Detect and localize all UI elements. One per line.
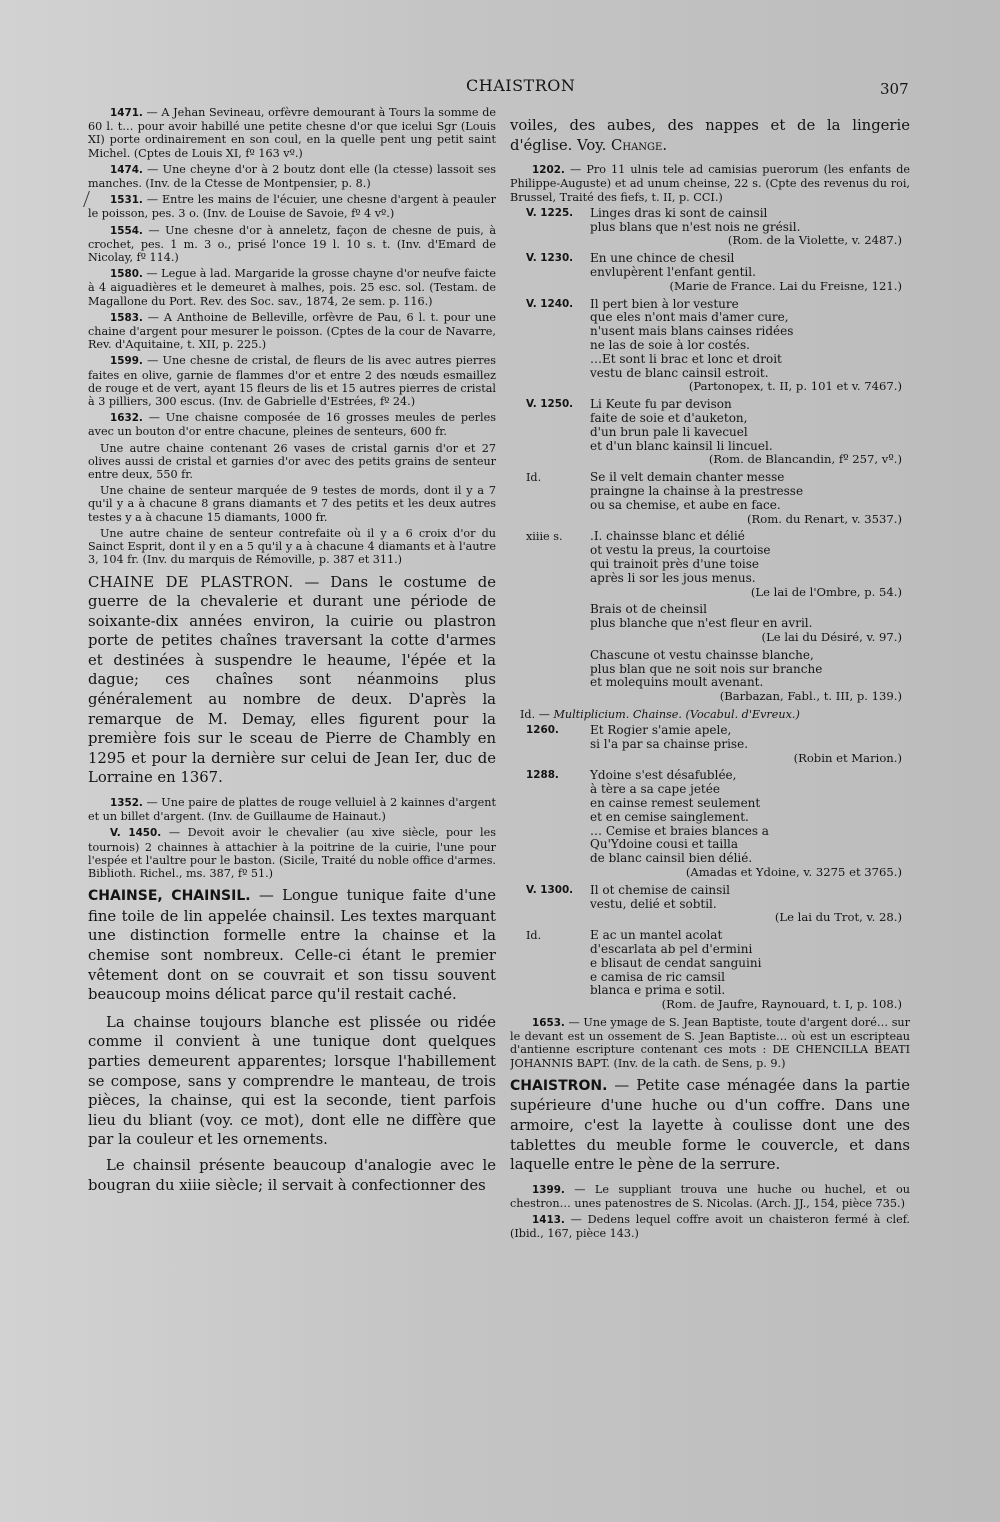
- entry: [88, 311, 496, 352]
- verse-line: Brais ot de cheinsil: [590, 602, 707, 617]
- entry: [88, 106, 496, 160]
- entry-text: — Devoit avoir le chevalier (au xive siècle, pour les tournois) 2 chainnes à attachier à la poitrine de la cuirie, l'une pour l'espée et l'aultre pour le baston. (Sicile, Traité du noble office d'armes. Biblioth. Richel., ms. 387, fº 51.): [88, 826, 496, 881]
- entry-text: — Multiplicium. Chainse. (Vocabul. d'Evreux.): [535, 707, 800, 721]
- article-chaine-de-plastron: [88, 573, 496, 789]
- verse-line: vestu, delié et sobtil.: [590, 896, 717, 911]
- article-paragraph: La chainse toujours blanche est plissée ou ridée comme il convient à une tunique dont quelques parties demeurent apparentes; lorsque l'habillement se compose, sans y comprendre le manteau, de trois pièces, la chainse, qui est la seconde, tient parfois lieu du bliant (voy. ce mot), dont elle ne diffère que par la couleur et les ornements.: [88, 1013, 496, 1149]
- verse-line: En une chince de chesil: [590, 251, 735, 266]
- entry-text: — Une paire de plattes de rouge velluiel à 2 kainnes d'argent et un billet d'argent. (Inv. de Guillaume de Hainaut.): [88, 796, 496, 824]
- page-number: 307: [880, 80, 909, 98]
- quotation-date: V. 1300.: [526, 883, 574, 896]
- headword: CHAISTRON.: [510, 1077, 608, 1094]
- quotation: [510, 298, 910, 395]
- quotation-source: (Rom. de la Violette, v. 2487.): [727, 233, 902, 248]
- entry: [510, 1016, 910, 1070]
- quotation-verses: [590, 769, 910, 879]
- quotation: [510, 929, 910, 1012]
- verse-line: … Cemise et braies blances a: [590, 823, 769, 838]
- quotation: [510, 530, 910, 599]
- entry-text: — A Jehan Sevineau, orfèvre demourant à Tours la somme de 60 l. t… pour avoir habillé une petite chesne d'or que icelui Sgr (Louis XI) porte ordinairement en son coul, en la quelle pent ung petit saint Michel. (Cptes de Louis XI, fº 163 vº.): [88, 106, 496, 160]
- verse-line: ne las de soie à lor costés.: [590, 337, 750, 352]
- quotation: [510, 724, 910, 765]
- verse-line: et d'un blanc kainsil li lincuel.: [590, 438, 773, 453]
- verse-line: et en cemise sainglement.: [590, 809, 749, 824]
- quotations-list-a: [510, 207, 910, 704]
- entry-date: Id.: [520, 707, 536, 721]
- verse-line: plus blan que ne soit nois sur branche: [590, 661, 823, 676]
- left-column: [88, 106, 496, 1512]
- quotation-date: 1288.: [526, 769, 559, 782]
- entry-text: — Dedens lequel coffre avoit un chaisteron fermé à clef. (Ibid., 167, pièce 143.): [510, 1213, 910, 1241]
- verse-line: praingne la chainse à la prestresse: [590, 483, 804, 498]
- quotation-source: (Le lai du Trot, v. 28.): [774, 910, 902, 925]
- entry-date: 1580.: [110, 268, 143, 281]
- article-text: — Longue tunique faite d'une fine toile de lin appelée chainsil. Les textes marquant une distinction formelle entre la chainse et la chemise sont nombreux. Celle-ci étant le premier vêtement dont on se couvrait et son tissu souvent beaucoup moins délicat parce qu'il restait caché.: [88, 887, 496, 1004]
- entry-date: 1352.: [110, 797, 143, 810]
- verse-line: e blisaut de cendat sanguini: [590, 955, 762, 970]
- verse-line: vestu de blanc cainsil estroit.: [590, 365, 769, 380]
- entry-date: V. 1450.: [110, 827, 162, 840]
- verse-line: E ac un mantel acolat: [590, 928, 723, 943]
- entry-date: 1531.: [110, 194, 143, 207]
- entry: [88, 411, 496, 438]
- verse-line: en cainse remest seulement: [590, 796, 761, 811]
- quotation-source: (Rom. de Jaufre, Raynouard, t. I, p. 108.): [661, 997, 902, 1012]
- article-text: — Dans le costume de guerre de la chevalerie et durant une période de soixante-dix années environ, la cuirie ou plastron porte de petites chaînes traversant la cotte d'armes et destinées à suspendre le heaume, l'épée et la dague; ces chaînes sont néanmoins plus généralement au nombre de deux. D'après la remarque de M. Demay, elles figurent pour la première fois sur le sceau de Pierre de Chambly en 1295 et pour la dernière sur celui de Jean Ier, duc de Lorraine en 1367.: [88, 573, 496, 787]
- entry: [88, 796, 496, 823]
- entry-date: 1583.: [110, 311, 143, 324]
- continuation: voiles, des aubes, des nappes et de la lingerie d'église. Voy.: [510, 117, 910, 154]
- entry: [510, 708, 910, 721]
- quotation-verses: [590, 207, 910, 248]
- entry-text: — Une chesne de cristal, de fleurs de lis avec autres pierres faites en olive, garnie de flammes d'or et entre 2 des nœuds esmaillez de rouge et de vert, ayant 15 fleurs de lis et 15 autres pierres de cristal à 3 pilliers, 300 escus. (Inv. de Gabrielle d'Estrées, fº 24.): [88, 354, 496, 409]
- sub-paragraphs: [88, 442, 496, 567]
- entry: [510, 1213, 910, 1240]
- verse-line: d'un brun pale li kavecuel: [590, 424, 748, 439]
- quotation-date: V. 1225.: [526, 206, 574, 219]
- entry-text: — Une chesne d'or à anneletz, façon de chesne de puis, à crochet, pes. 1 m. 3 o., prisé l'once 19 l. 10 s. t. (Inv. d'Emard de Nicolay, fº 114.): [88, 223, 496, 265]
- headword: CHAINE DE PLASTRON.: [88, 573, 294, 591]
- quotation-source: (Robin et Marion.): [793, 750, 902, 765]
- verse-line: Linges dras ki sont de cainsil: [590, 205, 768, 220]
- verse-line: envlupèrent l'enfant gentil.: [590, 264, 756, 279]
- verse-line: Chascune ot vestu chainsse blanche,: [590, 647, 814, 662]
- entry-text: — Entre les mains de l'écuier, une chesne d'argent à peauler le poisson, pes. 3 o. (Inv. de Louise de Savoie, fº 4 vº.): [88, 193, 496, 221]
- quotation-verses: [590, 471, 910, 526]
- quotation-verses: [590, 724, 910, 765]
- quotation-verses: [590, 884, 910, 925]
- right-column: [510, 116, 910, 1512]
- entry-date: 1399.: [532, 1183, 565, 1196]
- quotation-source: (Partonopex, t. II, p. 101 et v. 7467.): [688, 379, 902, 394]
- entry-text: — Pro 11 ulnis tele ad camisias puerorum (les enfants de Philippe-Auguste) et ad unum cheinse, 22 s. (Cpte des revenus du roi, Brussel, Traité des fiefs, t. II, p. CCI.): [510, 163, 910, 204]
- verse-line: Il ot chemise de cainsil: [590, 882, 730, 897]
- entry-date: 1599.: [110, 355, 143, 368]
- verse-line: qui trainoit près d'une toise: [590, 556, 760, 571]
- quotation: [510, 884, 910, 925]
- cross-reference: Change.: [611, 136, 668, 154]
- entry: [510, 163, 910, 204]
- headword: CHAINSE, CHAINSIL.: [88, 888, 251, 905]
- entries-list-c: [510, 1183, 910, 1241]
- page-title: CHAISTRON: [466, 76, 576, 95]
- quotation-verses: [590, 929, 910, 1012]
- quotation: [510, 471, 910, 526]
- verse-line: plus blans que n'est nois ne grésil.: [590, 219, 801, 234]
- quotation-source: (Rom. du Renart, v. 3537.): [747, 511, 902, 526]
- verse-line: .I. chainsse blanc et délié: [590, 529, 745, 544]
- quotation-verses: [590, 252, 910, 293]
- sub-paragraph: Une autre chaine contenant 26 vases de cristal garnis d'or et 27 olives aussi de cristal et garnies d'or avec des petits grains de senteur entre deux, 550 fr.: [88, 441, 496, 482]
- verse-line: après li sor les jous menus.: [590, 570, 756, 585]
- article-chainse: [88, 886, 496, 1005]
- quotation: [510, 207, 910, 248]
- verse-line: Et Rogier s'amie apele,: [590, 723, 732, 738]
- entry-date: 1413.: [532, 1214, 565, 1227]
- verse-line: ou sa chemise, et aube en face.: [590, 497, 781, 512]
- quotation-date: Id.: [526, 929, 542, 943]
- verse-line: Qu'Ydoine cousi et tailla: [590, 837, 739, 852]
- quotation-date: V. 1250.: [526, 398, 574, 411]
- article-paragraph: Le chainsil présente beaucoup d'analogie avec le bougran du xiiie siècle; il servait à confectionner des: [88, 1156, 496, 1194]
- verse-line: faite de soie et d'auketon,: [590, 410, 748, 425]
- verse-line: si l'a par sa chainse prise.: [590, 736, 749, 751]
- quotation-source: (Barbazan, Fabl., t. III, p. 139.): [719, 689, 902, 704]
- entry: [88, 224, 496, 265]
- entry-text: — Une cheyne d'or à 2 boutz dont elle (la ctesse) lassoit ses manches. (Inv. de la Ctesse de Montpensier, p. 8.): [88, 162, 496, 191]
- entry-date: 1632.: [110, 412, 143, 425]
- quotation-date: V. 1230.: [526, 252, 574, 265]
- running-head: [0, 76, 1000, 98]
- entry: [88, 826, 496, 880]
- entry: [88, 163, 496, 190]
- verse-line: e camisa de ric camsil: [590, 969, 725, 984]
- verse-line: Ydoine s'est désafublée,: [590, 768, 737, 783]
- verse-line: que eles n'ont mais d'amer cure,: [590, 310, 789, 325]
- quotation-verses: [590, 530, 910, 599]
- article-text: — Petite case ménagée dans la partie supérieure d'une huche ou d'un coffre. Dans une armoire, c'est la layette à coulisse dont une des tablettes du meuble forme le couvercle, et dans laquelle entre le pène de la serrure.: [510, 1076, 910, 1174]
- quotation: [510, 398, 910, 467]
- quotation-date: [510, 603, 590, 644]
- quotation-source: (Amadas et Ydoine, v. 3275 et 3765.): [685, 865, 902, 880]
- entry-date: 1474.: [110, 163, 143, 176]
- entries-list-a: [88, 106, 496, 439]
- quotation: [510, 649, 910, 704]
- quotation-source: (Marie de France. Lai du Freisne, 121.): [669, 278, 902, 293]
- verse-line: d'escarlata ab pel d'ermini: [590, 942, 753, 957]
- entry: [510, 1183, 910, 1210]
- verse-line: à tère a sa cape jetée: [590, 782, 720, 797]
- entry-text: — A Anthoine de Belleville, orfèvre de Pau, 6 l. t. pour une chaine d'argent pour mesurer le poisson. (Cptes de la cour de Navarre, Rev. d'Aquitaine, t. XII, p. 225.): [88, 310, 496, 352]
- continuation-text: [510, 116, 910, 155]
- quotation-date: 1260.: [526, 724, 559, 737]
- entry-date: 1202.: [532, 164, 565, 177]
- quotation-verses: [590, 603, 910, 644]
- verse-line: Se il velt demain chanter messe: [590, 470, 785, 485]
- quotation: [510, 252, 910, 293]
- entry-text: — Une chaisne composée de 16 grosses meules de perles avec un bouton d'or entre chacune, pleines de senteurs, 600 fr.: [88, 411, 496, 439]
- entries-list-b: [88, 796, 496, 880]
- verse-line: de blanc cainsil bien délié.: [590, 851, 753, 866]
- verse-line: ot vestu la preus, la courtoise: [590, 543, 771, 558]
- quotation-date: xiiie s.: [526, 530, 563, 544]
- quotation: [510, 769, 910, 879]
- entry-text: — Une ymage de S. Jean Baptiste, toute d'argent doré… sur le devant est un ossement de S. Jean Baptiste… où est un escripteau d'antienne escripture contenant ces mots : DE CHENCILLA BEATI JOHANNIS BAPT. (Inv. de la cath. de Sens, p. 9.): [510, 1016, 910, 1070]
- verse-line: Il pert bien à lor vesture: [590, 296, 739, 311]
- entry: [88, 354, 496, 408]
- entry-text: — Legue à lad. Margaride la grosse chayne d'or neufve faicte à 4 aiguadières et le demeuret à malhes, pois. 25 esc. sol. (Testam. de Magallone du Port. Rev. des Soc. sav., 1874, 2e sem. p. 116.): [88, 267, 496, 308]
- quotation-date: Id.: [526, 471, 542, 485]
- entry-date: 1471.: [110, 107, 143, 119]
- verse-line: n'usent mais blans cainses ridées: [590, 324, 794, 339]
- quotation-source: (Rom. de Blancandin, fº 257, vº.): [708, 452, 902, 467]
- entry-date: 1554.: [110, 224, 143, 237]
- entry-date: 1653.: [532, 1017, 565, 1030]
- article-chaistron: [510, 1076, 910, 1175]
- entry: [88, 267, 496, 308]
- quotation-date: [510, 649, 590, 704]
- quotation-source: (Le lai du Désiré, v. 97.): [761, 629, 902, 644]
- quotation-verses: [590, 298, 910, 395]
- entry: [88, 193, 496, 220]
- quotations-list-b: [510, 724, 910, 1012]
- sub-paragraph: Une autre chaine de senteur contrefaite où il y a 6 croix d'or du Sainct Esprit, dont il y en a 5 qu'il y a à chacune 4 diamants et à l'autre 3, 104 fr. (Inv. du marquis de Rémoville, p. 387 et 311.): [88, 526, 496, 567]
- quotation-verses: [590, 649, 910, 704]
- verse-line: et molequins moult avenant.: [590, 675, 764, 690]
- quotation: [510, 603, 910, 644]
- sub-paragraph: Une chaine de senteur marquée de 9 testes de mords, dont il y a 7 qu'il y a à chacune 8 grans diamants et 7 des petits et les deux autres testes y a à chacune 15 diamants, 1000 fr.: [88, 484, 496, 524]
- entry-text: — Le suppliant trouva une huche ou huchel, et ou chestron… unes patenostres de S. Nicolas. (Arch. JJ., 154, pièce 735.): [510, 1182, 910, 1211]
- quotation-source: (Le lai de l'Ombre, p. 54.): [750, 584, 902, 599]
- verse-line: Li Keute fu par devison: [590, 397, 732, 412]
- quotation-date: V. 1240.: [526, 297, 574, 310]
- verse-line: plus blanche que n'est fleur en avril.: [590, 616, 813, 631]
- verse-line: blanca e prima e sotil.: [590, 983, 726, 998]
- quotation-verses: [590, 398, 910, 467]
- verse-line: …Et sont li brac et lonc et droit: [590, 351, 782, 366]
